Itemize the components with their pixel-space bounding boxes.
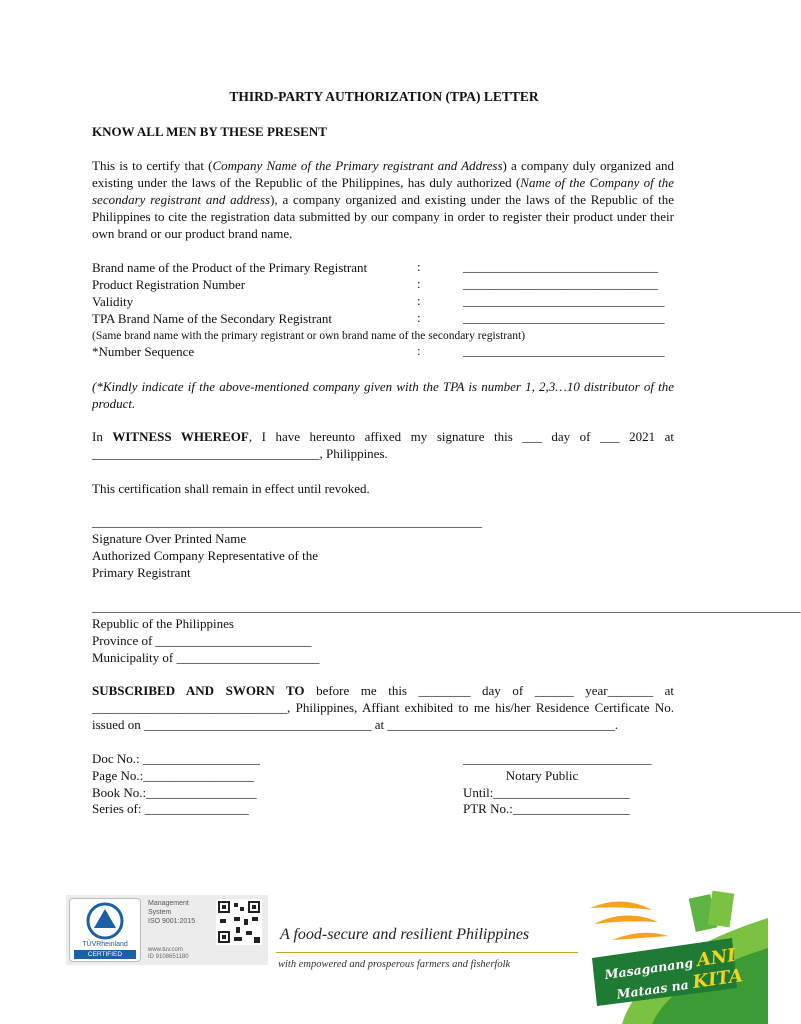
logo-mataas-na: Mataas na bbox=[615, 976, 694, 1002]
note-same-brand: (Same brand name with the primary registrant or own brand name of the secondary registrant) bbox=[92, 330, 526, 342]
cert-url-line-2: ID 9108651180 bbox=[148, 954, 189, 960]
field-tpa-brand-blank: _______________________________ bbox=[463, 310, 665, 325]
logo-masaganang: Masaganang bbox=[603, 954, 699, 983]
paragraph-certify bbox=[92, 157, 674, 242]
field-validity-label: Validity bbox=[92, 294, 134, 309]
cert-url bbox=[148, 947, 189, 961]
masaganang-ani-logo bbox=[582, 888, 768, 1024]
field-validity-colon: : bbox=[417, 293, 421, 308]
signature-caption-1: Signature Over Printed Name bbox=[92, 531, 247, 546]
para1-text-1: This is to certify that ( bbox=[92, 158, 213, 173]
tuv-label: TÜVRheinland bbox=[82, 941, 128, 948]
notary-signature-line: _____________________________ bbox=[463, 751, 652, 766]
cert-line-3: ISO 9001:2015 bbox=[148, 918, 196, 925]
slogan-sub: with empowered and prosperous farmers and fisherfolk bbox=[278, 959, 511, 970]
cert-line-1: Management bbox=[148, 900, 189, 907]
signature-caption-3: Primary Registrant bbox=[92, 565, 191, 580]
paragraph-witness bbox=[92, 428, 674, 462]
field-registration-number-label: Product Registration Number bbox=[92, 277, 246, 292]
municipality-field: Municipality of ______________________ bbox=[92, 650, 320, 665]
field-brand-name-label: Brand name of the Product of the Primary Registrant bbox=[92, 260, 368, 275]
field-number-sequence-blank: _______________________________ bbox=[463, 343, 665, 358]
witness-whereof: WITNESS WHEREOF bbox=[112, 429, 249, 444]
witness-text-2: , I have hereunto affixed my signature this ___ day of ___ 2021 at ___________________________________, Philippines. bbox=[92, 429, 674, 461]
para1-primary-company: Company Name of the Primary registrant and Address bbox=[212, 158, 503, 173]
field-number-sequence-label: *Number Sequence bbox=[92, 344, 195, 359]
logo-kita: KITA bbox=[691, 965, 745, 994]
page-no-field: Page No.:_________________ bbox=[92, 768, 254, 783]
signature-caption-2: Authorized Company Representative of the bbox=[92, 548, 318, 563]
series-of-field: Series of: ________________ bbox=[92, 801, 249, 816]
signature-line: ____________________________________________________________ bbox=[92, 514, 482, 529]
cert-url-line-1: www.tuv.com bbox=[148, 947, 183, 953]
effect-statement: This certification shall remain in effect until revoked. bbox=[92, 481, 370, 496]
separator-line: _____________________________________________________________________________________________________________ bbox=[92, 599, 801, 614]
qr-code-icon bbox=[216, 899, 262, 945]
footer-divider bbox=[276, 952, 578, 953]
slogan-main: A food-secure and resilient Philippines bbox=[280, 926, 530, 943]
notary-public-label: Notary Public bbox=[505, 768, 579, 783]
tuv-logo bbox=[69, 898, 141, 962]
kindly-indicate-note: (*Kindly indicate if the above-mentioned company given with the TPA is number 1, 2,3…10 distributor of the product. bbox=[92, 379, 674, 411]
until-field: Until:_____________________ bbox=[463, 785, 630, 800]
subscribed-sworn: SUBSCRIBED AND SWORN TO bbox=[92, 683, 305, 698]
field-registration-number-colon: : bbox=[417, 276, 421, 291]
document-title: THIRD-PARTY AUTHORIZATION (TPA) LETTER bbox=[229, 89, 539, 104]
witness-text-1: In bbox=[92, 429, 113, 444]
paragraph-subscribed bbox=[92, 682, 674, 733]
logo-ani: ANI bbox=[695, 944, 737, 972]
field-tpa-brand-colon: : bbox=[417, 310, 421, 325]
cert-line-2: System bbox=[148, 909, 172, 916]
subscribed-text: before me this ________ day of ______ year_______ at ______________________________, Philippines, Affiant exhibited to me his/her Residence Certificate No. issued on ___________________________________ at ___________________________________. bbox=[92, 683, 674, 732]
para1-text-2: ) a company duly organized and existing under the laws of the Republic of the Philippines, has duly authorized ( bbox=[92, 158, 675, 190]
book-no-field: Book No.:_________________ bbox=[92, 785, 257, 800]
para1-secondary-company: Name of the Company of the secondary registrant and address bbox=[92, 175, 674, 207]
field-registration-number-blank: ______________________________ bbox=[463, 276, 658, 291]
cert-text bbox=[148, 899, 195, 926]
heading-know-all-men: KNOW ALL MEN BY THESE PRESENT bbox=[92, 124, 327, 139]
republic-label: Republic of the Philippines bbox=[92, 616, 234, 631]
field-tpa-brand-label: TPA Brand Name of the Secondary Registrant bbox=[92, 311, 332, 326]
para1-text-3: ), a company organized and existing under the laws of the Republic of the Philippines to cite the registration data submitted by our company in order to register their product under their own brand or our product brand name. bbox=[92, 192, 674, 241]
province-field: Province of ________________________ bbox=[92, 633, 312, 648]
certified-label: CERTIFIED bbox=[74, 950, 136, 959]
field-number-sequence-colon: : bbox=[417, 343, 421, 358]
field-brand-name-blank: ______________________________ bbox=[463, 259, 658, 274]
certification-badge bbox=[66, 895, 268, 965]
doc-no-field: Doc No.: __________________ bbox=[92, 751, 260, 766]
field-validity-blank: _______________________________ bbox=[463, 293, 665, 308]
ptr-no-field: PTR No.:__________________ bbox=[463, 801, 630, 816]
field-brand-name-colon: : bbox=[417, 259, 421, 274]
